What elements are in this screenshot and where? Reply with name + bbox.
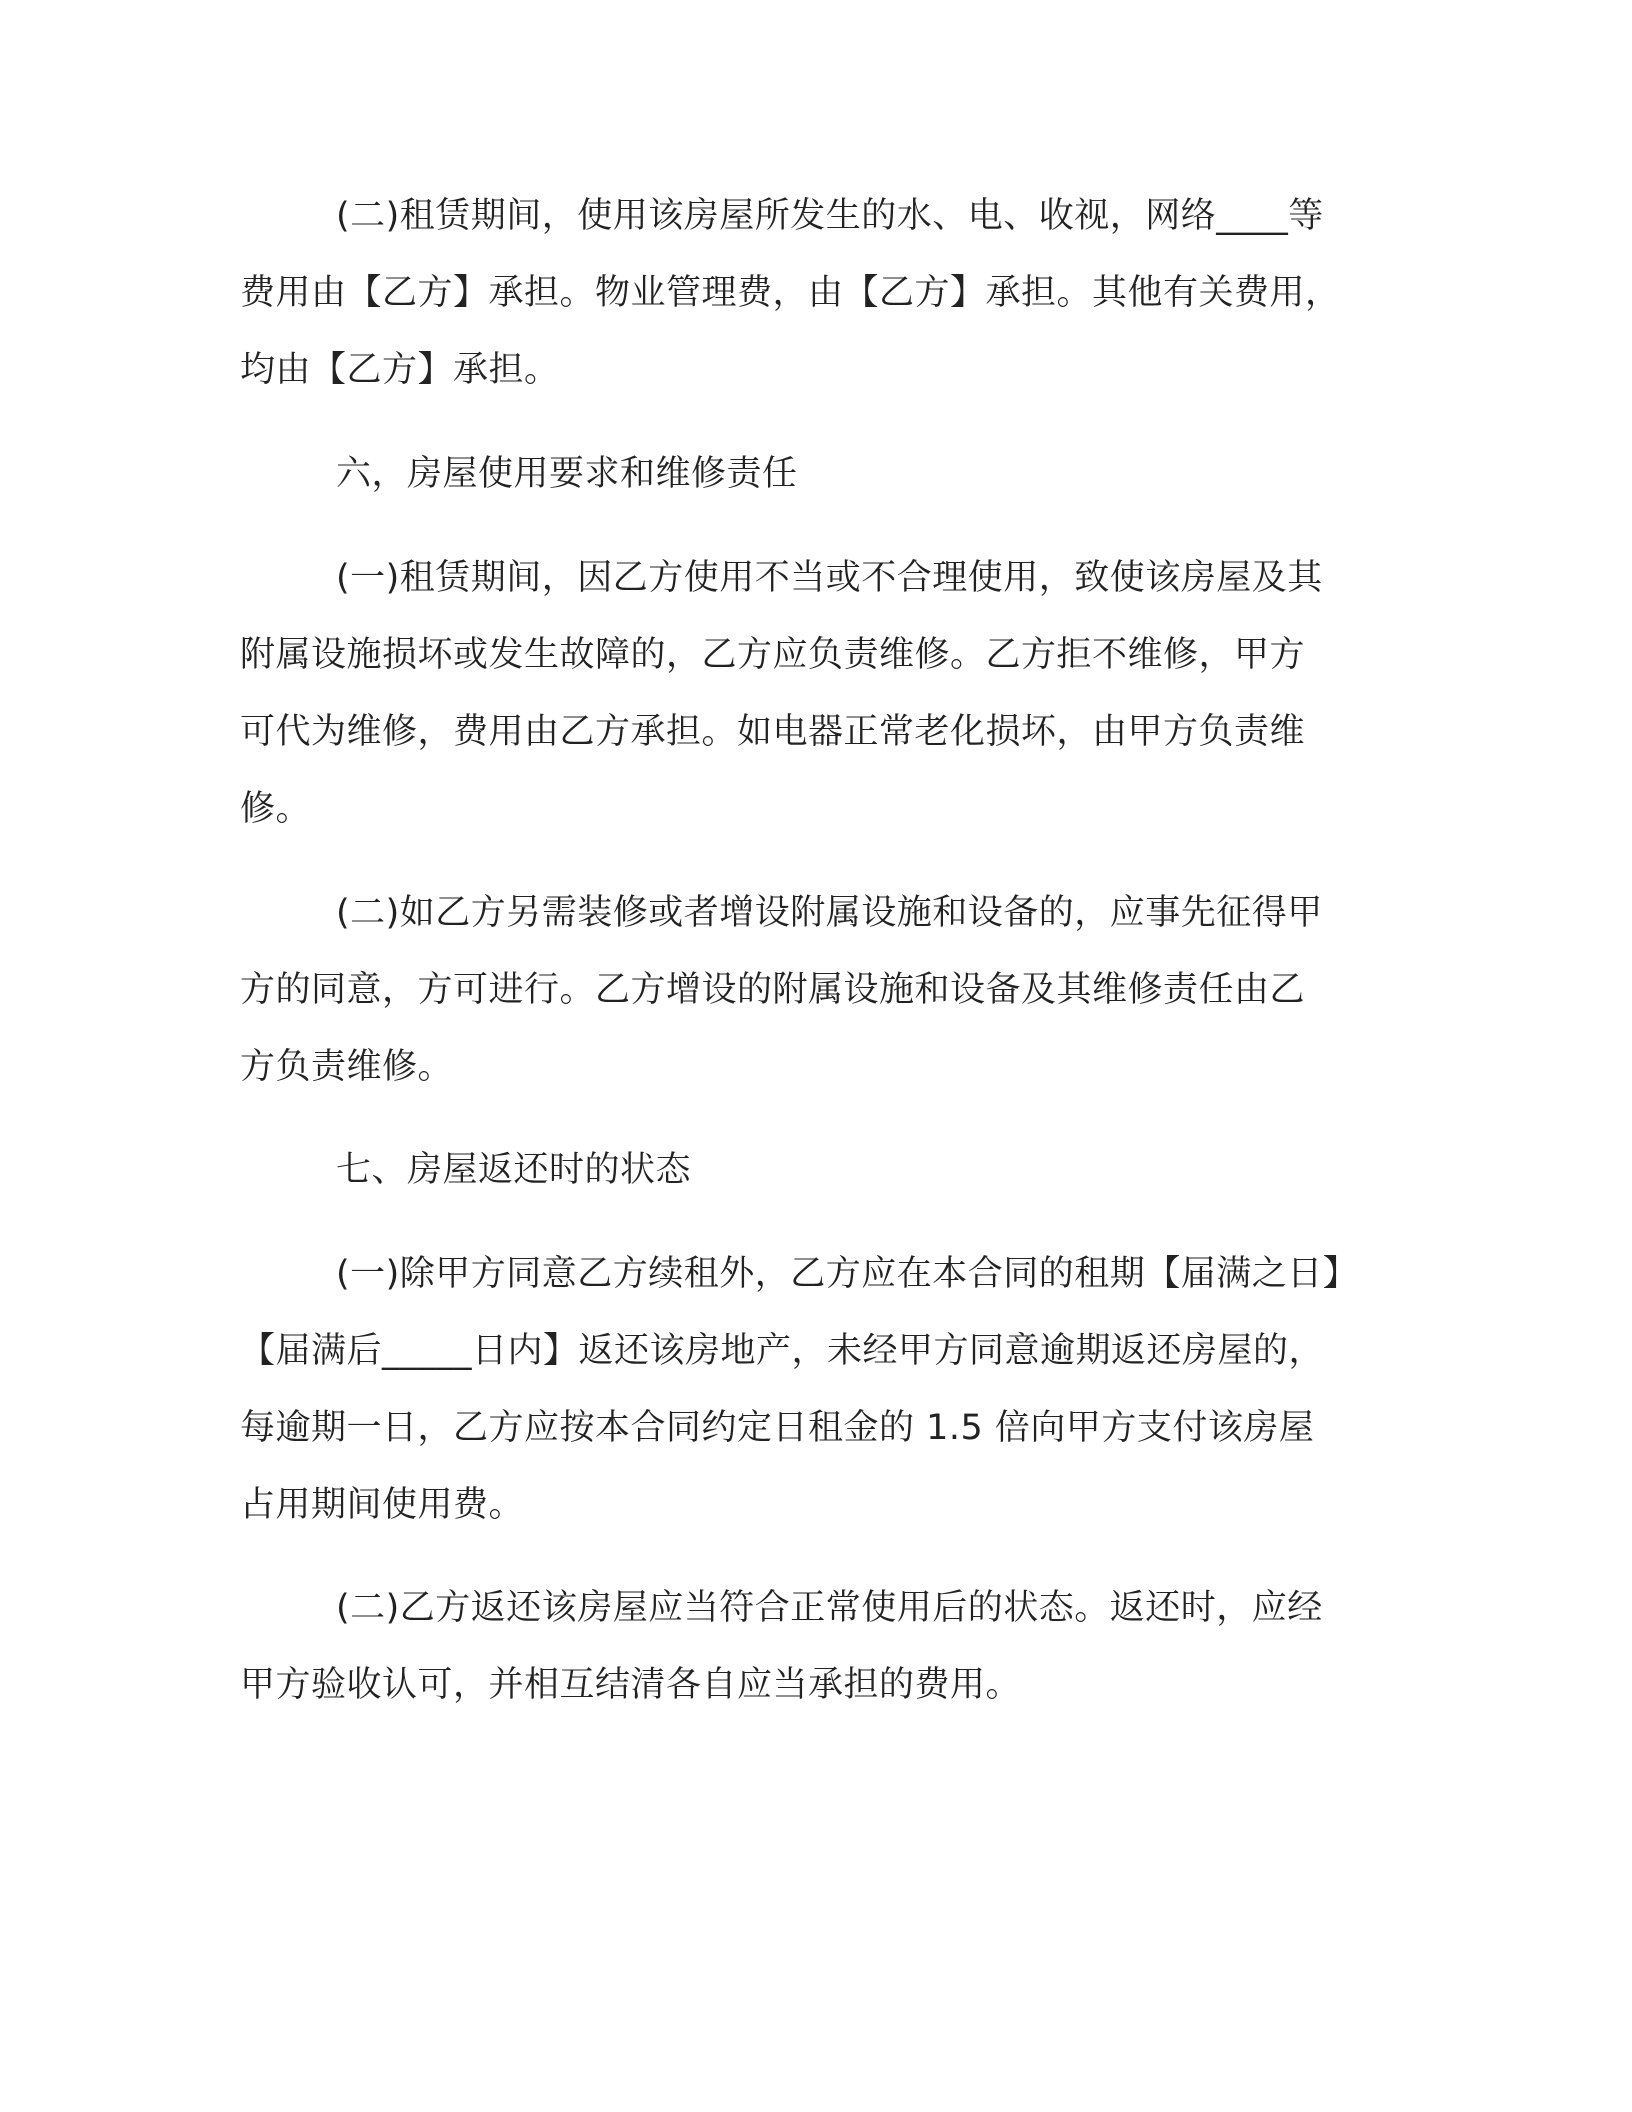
text-line: 均由【乙方】承担。 [240,350,560,390]
text-line: 可代为维修，费用由乙方承担。如电器正常老化损坏，由甲方负责维 [240,712,1306,752]
text-line: 附属设施损坏或发生故障的，乙方应负责维修。乙方拒不维修，甲方 [240,635,1306,675]
paragraph-renovation [240,875,1400,1106]
text-line: 费用由【乙方】承担。物业管理费，由【乙方】承担。其他有关费用， [240,273,1341,313]
text-line: 方的同意，方可进行。乙方增设的附属设施和设备及其维修责任由乙 [240,970,1306,1010]
text-line: 方负责维修。 [240,1047,454,1087]
text-line: (二)乙方返还该房屋应当符合正常使用后的状态。返还时，应经 [336,1588,1323,1628]
text-line: (二)租赁期间，使用该房屋所发生的水、电、收视，网络____等 [336,196,1324,236]
section-heading-six [240,436,1400,513]
paragraph-return-condition [240,1570,1400,1724]
text-line: 甲方验收认可，并相互结清各自应当承担的费用。 [240,1665,1022,1705]
text-line: 占用期间使用费。 [240,1485,525,1525]
text-line: (二)如乙方另需装修或者增设附属设施和设备的，应事先征得甲 [336,893,1323,933]
text-line: (一)租赁期间，因乙方使用不当或不合理使用，致使该房屋及其 [336,558,1323,598]
paragraph-utility-costs [240,178,1400,409]
text-line: 修。 [240,789,312,829]
paragraph-repair-responsibility [240,540,1400,848]
text-line: 每逾期一日，乙方应按本合同约定日租金的 1.5 倍向甲方支付该房屋 [240,1408,1315,1448]
section-heading: 六，房屋使用要求和维修责任 [336,454,798,494]
text-line: (一)除甲方同意乙方续租外，乙方应在本合同的租期【届满之日】 [336,1254,1359,1294]
paragraph-return-deadline [240,1236,1400,1544]
text-line: 【届满后_____日内】返还该房地产，未经甲方同意逾期返还房屋的， [240,1331,1325,1371]
section-heading-seven [240,1132,1400,1209]
section-heading: 七、房屋返还时的状态 [336,1150,692,1190]
